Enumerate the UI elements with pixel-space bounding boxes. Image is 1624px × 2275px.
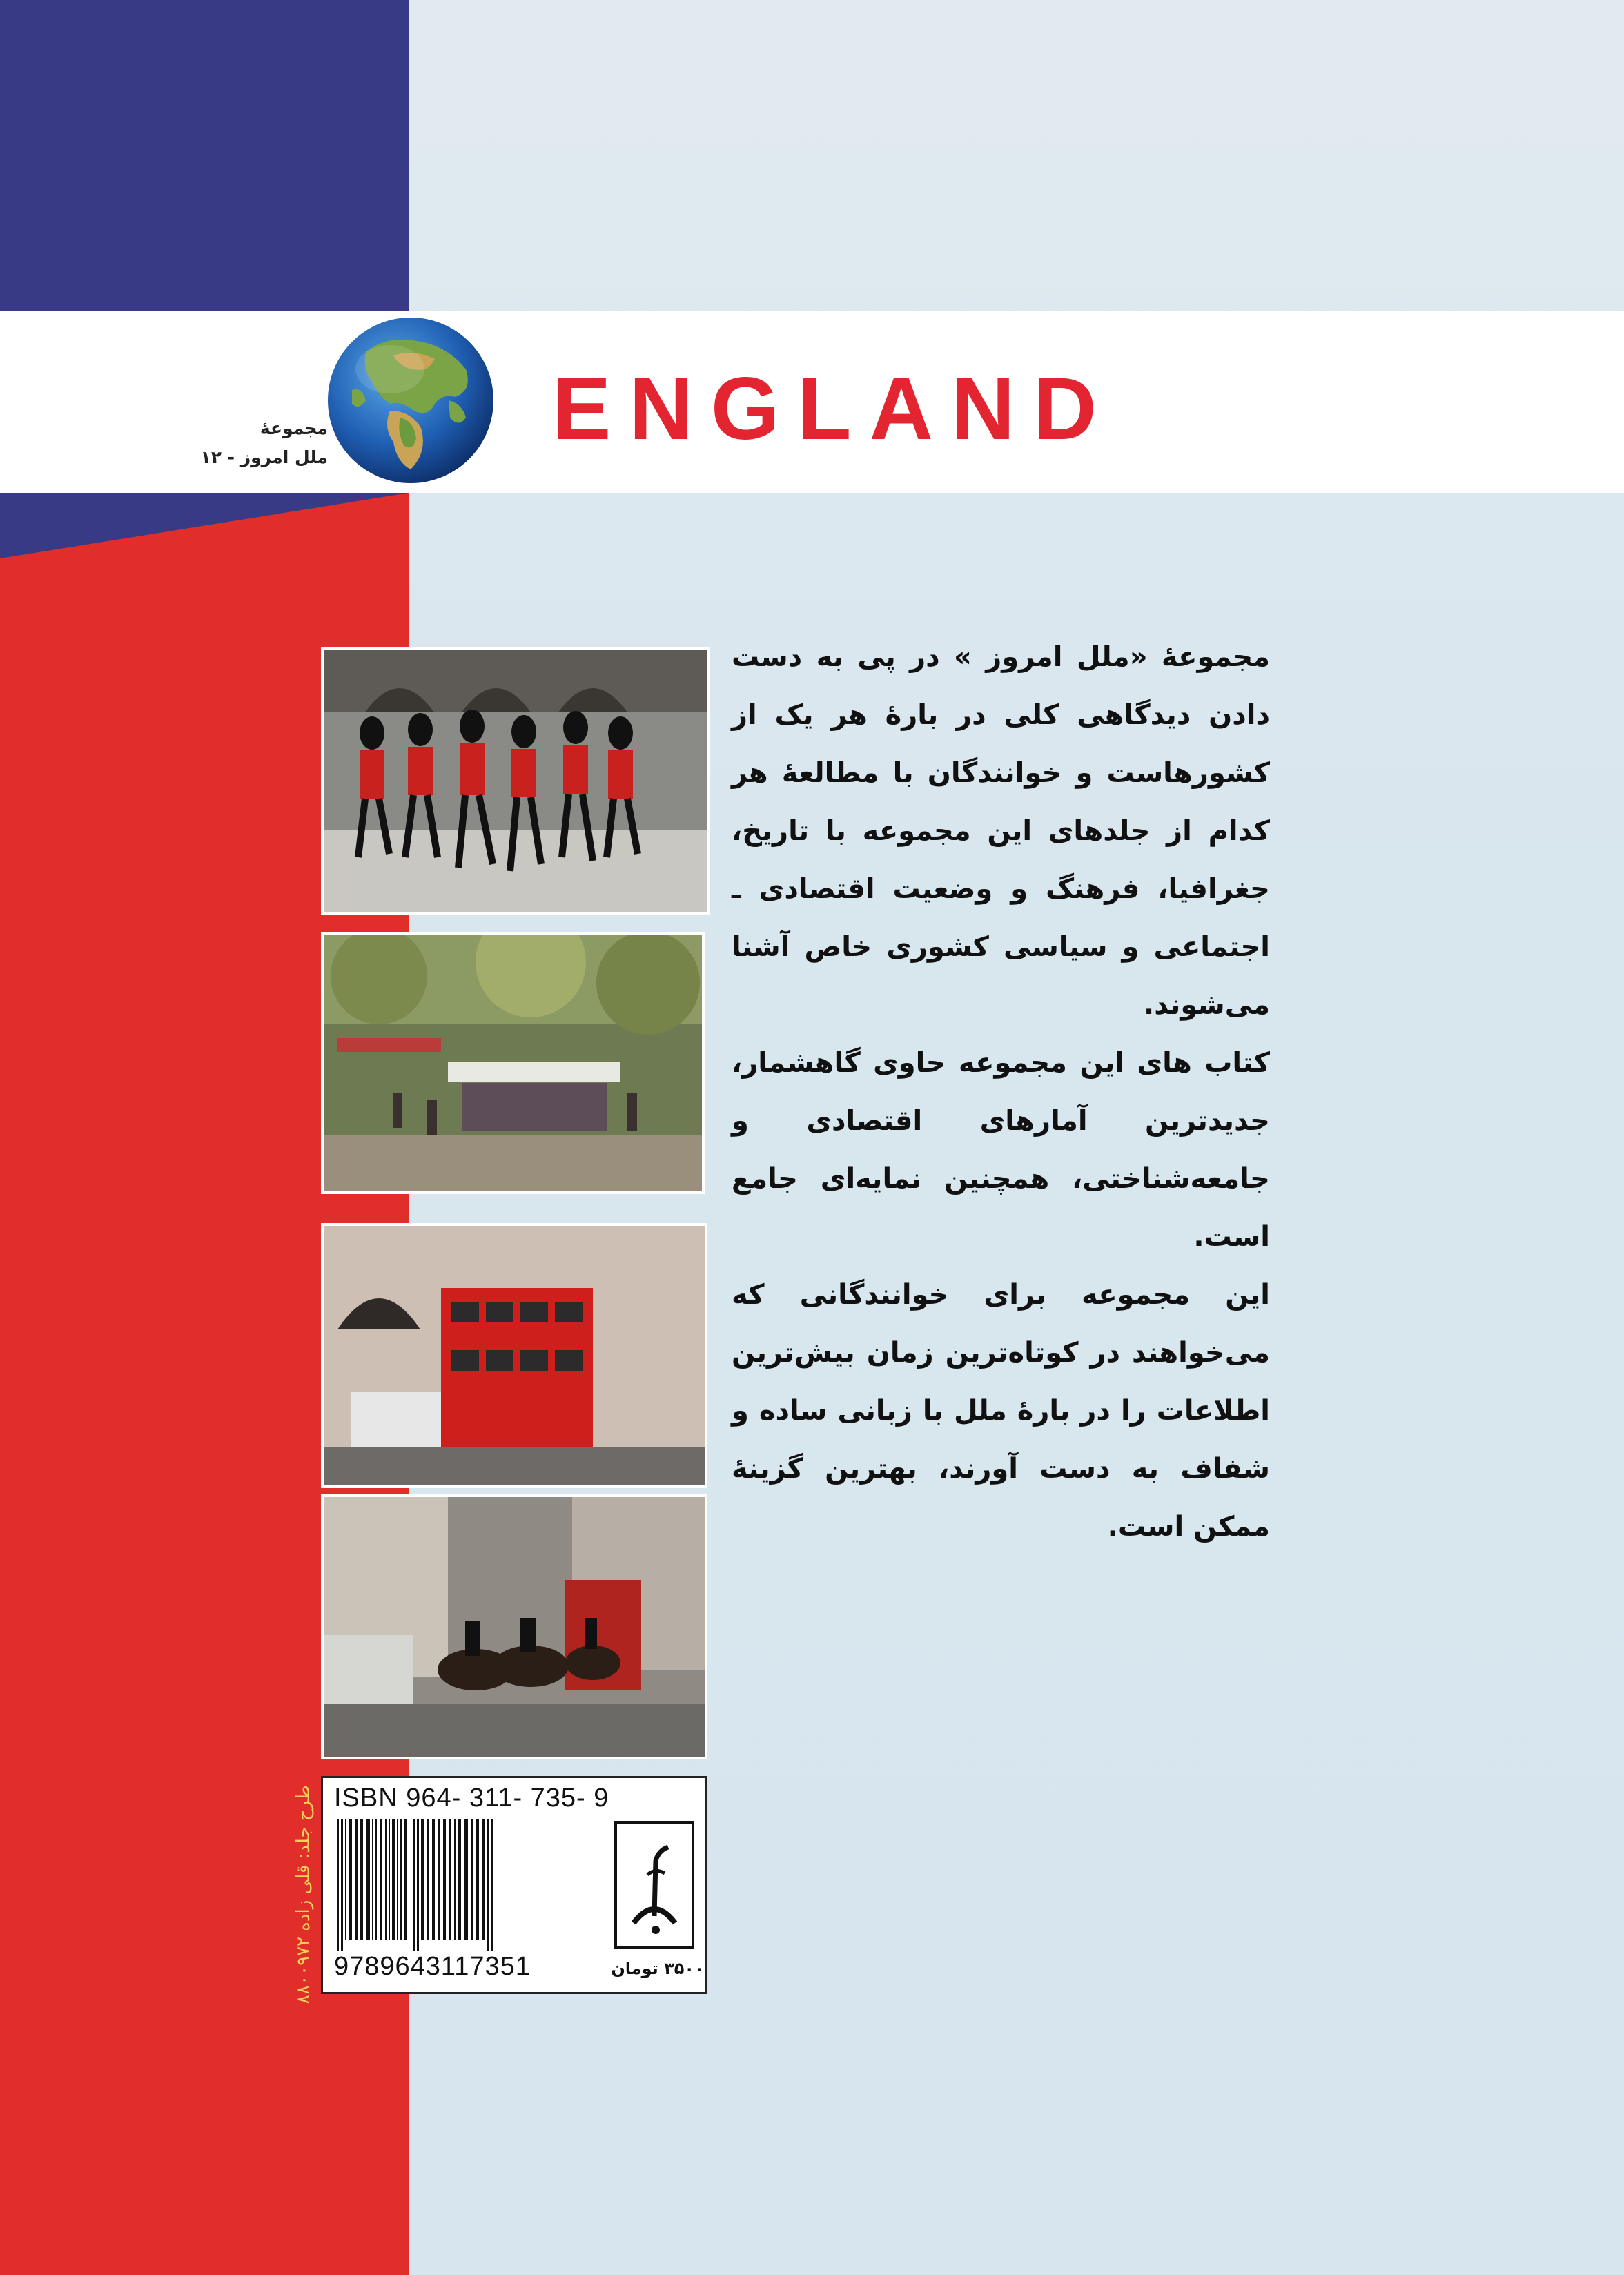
barcode-bar bbox=[397, 1819, 398, 1940]
barcode-bar bbox=[341, 1819, 343, 1951]
body-text bbox=[732, 628, 1270, 1543]
barcode-bar bbox=[427, 1819, 429, 1940]
barcode-bar bbox=[491, 1819, 493, 1951]
barcode-bar bbox=[482, 1819, 485, 1940]
barcode-bar bbox=[487, 1819, 489, 1951]
publisher-logo-icon bbox=[613, 1819, 696, 1951]
barcode-bar bbox=[438, 1819, 440, 1940]
barcode-number: 9789643117351 bbox=[334, 1952, 531, 1981]
photo-bus bbox=[321, 1223, 707, 1488]
blue-panel bbox=[0, 0, 409, 311]
barcode-bar bbox=[417, 1819, 419, 1951]
barcode-bar bbox=[337, 1819, 339, 1951]
barcode-bar bbox=[449, 1819, 451, 1940]
barcode-bar bbox=[471, 1819, 473, 1940]
series-label bbox=[200, 414, 328, 476]
barcode-bar bbox=[355, 1819, 358, 1940]
barcode-bar bbox=[380, 1819, 382, 1940]
barcode-bar bbox=[345, 1819, 346, 1940]
barcode-bar bbox=[372, 1819, 373, 1940]
barcode-bar bbox=[421, 1819, 424, 1940]
body-paragraph-1: مجموعهٔ «ملل امروز » در پی به دست دادن دیدگاهی کلی در بارهٔ هر یک از کشورهاست و خوانندگان با مطالعهٔ هر کدام از جلدهای این مجموعه با تاریخ، جغرافیا، فرهنگ و وضعیت اقتصادی ـ اجتماعی و سیاسی کشوری خاص آشنا می‌شوند. bbox=[732, 641, 1270, 1021]
barcode-bar bbox=[375, 1819, 377, 1940]
barcode-box bbox=[321, 1776, 707, 1994]
body-paragraph-2: کتاب های این مجموعه حاوی گاهشمار، جدیدترین آمارهای اقتصادی و جامعه‌شناختی، همچنین نمایه‌ای جامع است. bbox=[732, 1047, 1270, 1253]
barcode-bar bbox=[400, 1819, 402, 1940]
barcode-bar bbox=[443, 1819, 446, 1940]
barcode-bar bbox=[454, 1819, 456, 1940]
photo-guards bbox=[321, 647, 710, 915]
barcode bbox=[334, 1819, 596, 1951]
barcode-bar bbox=[476, 1819, 479, 1940]
barcode-bar bbox=[413, 1819, 415, 1951]
barcode-bar bbox=[432, 1819, 435, 1940]
designer-credit bbox=[290, 1784, 317, 2005]
barcode-bar bbox=[389, 1819, 390, 1940]
photo-market bbox=[321, 932, 705, 1194]
price: ۳۵۰۰ تومان bbox=[611, 1959, 705, 1978]
isbn-text: ISBN 964- 311- 735- 9 bbox=[334, 1784, 609, 1813]
barcode-bar bbox=[360, 1819, 363, 1940]
globe-icon bbox=[324, 314, 497, 487]
barcode-bar bbox=[349, 1819, 352, 1940]
series-label-line2: ملل امروز - ۱۲ bbox=[200, 447, 328, 467]
body-paragraph-3: این مجموعه برای خوانندگانی که می‌خواهند در کوتاه‌ترین زمان بیش‌ترین اطلاعات را در بارهٔ ملل با زبانی ساده و شفاف به دست آورند، بهترین گزینهٔ ممکن است. bbox=[732, 1279, 1270, 1543]
book-title: ENGLAND bbox=[552, 360, 1115, 458]
barcode-bar bbox=[464, 1819, 468, 1940]
barcode-bar bbox=[392, 1819, 395, 1940]
barcode-bar bbox=[385, 1819, 387, 1940]
series-label-line1: مجموعهٔ bbox=[260, 418, 328, 438]
barcode-bar bbox=[458, 1819, 461, 1940]
photo-mounted-police bbox=[321, 1494, 707, 1759]
designer-credit-text: طرح جلد: قلی زاده ۸۸۰۰۹۷۲ bbox=[293, 1785, 314, 2004]
barcode-bar bbox=[366, 1819, 370, 1940]
blue-diagonal-wedge bbox=[0, 493, 409, 569]
barcode-bar bbox=[404, 1819, 407, 1940]
